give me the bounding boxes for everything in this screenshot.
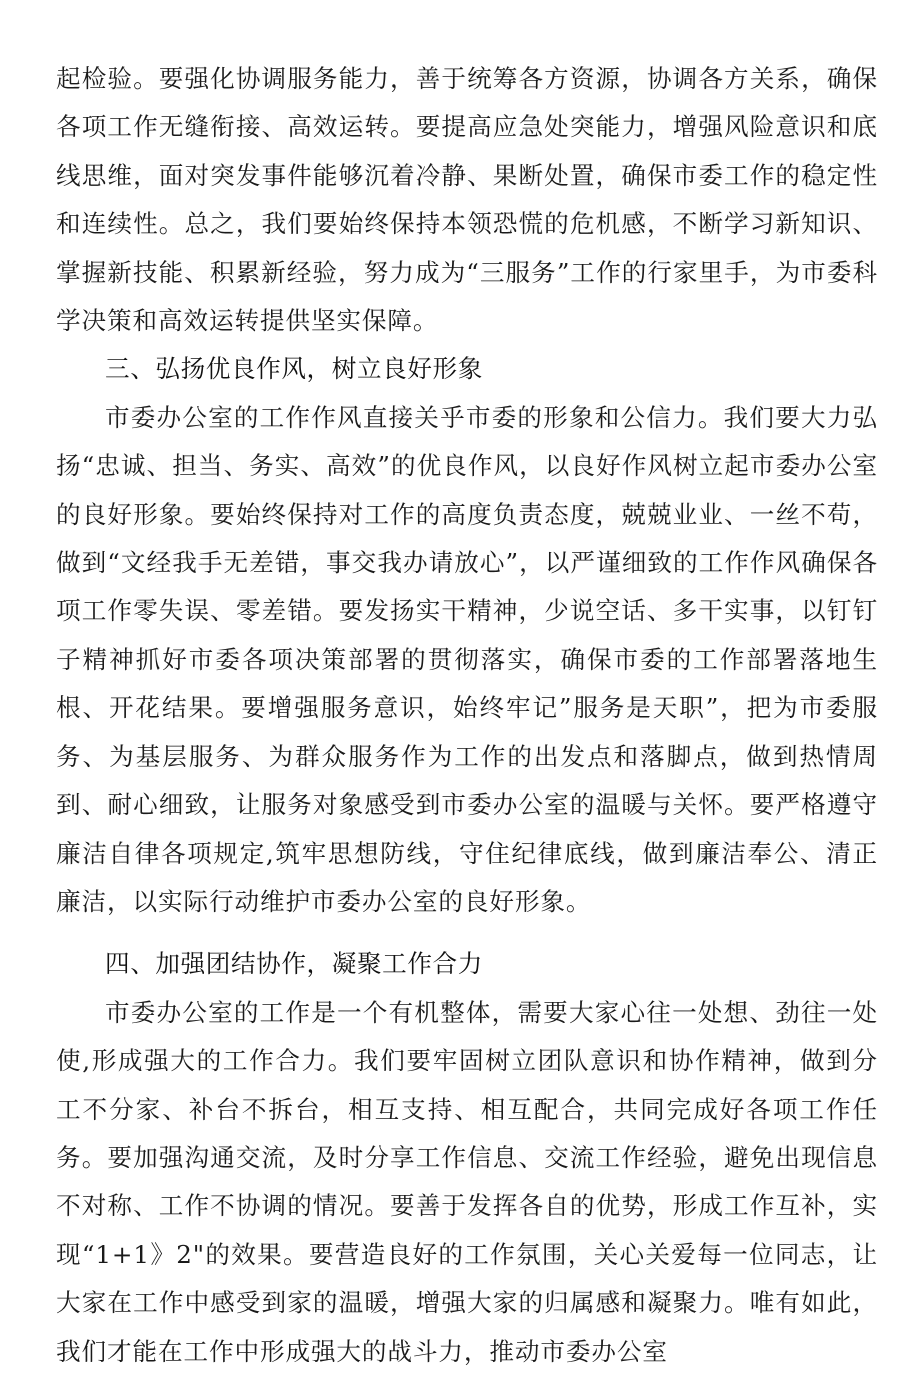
- section-heading-4: 四、加强团结协作，凝聚工作合力: [105, 949, 483, 979]
- paragraph-section-4: 市委办公室的工作是一个有机整体，需要大家心往一处想、劲往一处使,形成强大的工作合力。我们要牢固树立团队意识和协作精神，做到分工不分家、补台不拆台，相互支持、相互配合，共同完成好各项工作任务。要加强沟通交流，及时分享工作信息、交流工作经验，避免出现信息不对称、工作不协调的情况。要善于发挥各自的优势，形成工作互补，实现“1+1》2"的效果。要营造良好的工作氛围，关心关爱每一位同志，让大家在工作中感受到家的温暖，增强大家的归属感和凝聚力。唯有如此，我们才能在工作中形成强大的战斗力，推动市委办公室: [56, 997, 878, 1366]
- paragraph-continued: 起检验。要强化协调服务能力，善于统筹各方资源，协调各方关系，确保各项工作无缝衔接、高效运转。要提高应急处突能力，增强风险意识和底线思维，面对突发事件能够沉着冷静、果断处置，确保市委工作的稳定性和连续性。总之，我们要始终保持本领恐慌的危机感，不断学习新知识、掌握新技能、积累新经验，努力成为“三服务”工作的行家里手，为市委科学决策和高效运转提供坚实保障。: [56, 64, 878, 336]
- paragraph-section-3: 市委办公室的工作作风直接关乎市委的形象和公信力。我们要大力弘扬“忠诚、担当、务实、高效”的优良作风，以良好作风树立起市委办公室的良好形象。要始终保持对工作的高度负责态度，兢兢业业、一丝不苟，做到“文经我手无差错，事交我办请放心”，以严谨细致的工作作风确保各项工作零失误、零差错。要发扬实干精神，少说空话、多干实事，以钉钉子精神抓好市委各项决策部署的贯彻落实，确保市委的工作部署落地生根、开花结果。要增强服务意识，始终牢记”服务是天职”，把为市委服务、为基层服务、为群众服务作为工作的出发点和落脚点，做到热情周到、耐心细致，让服务对象感受到市委办公室的温暖与关怀。要严格遵守廉洁自律各项规定,筑牢思想防线，守住纪律底线，做到廉洁奉公、清正廉洁，以实际行动维护市委办公室的良好形象。: [56, 402, 878, 916]
- document-body: [56, 55, 878, 1376]
- section-heading-3: 三、弘扬优良作风，树立良好形象: [105, 354, 483, 384]
